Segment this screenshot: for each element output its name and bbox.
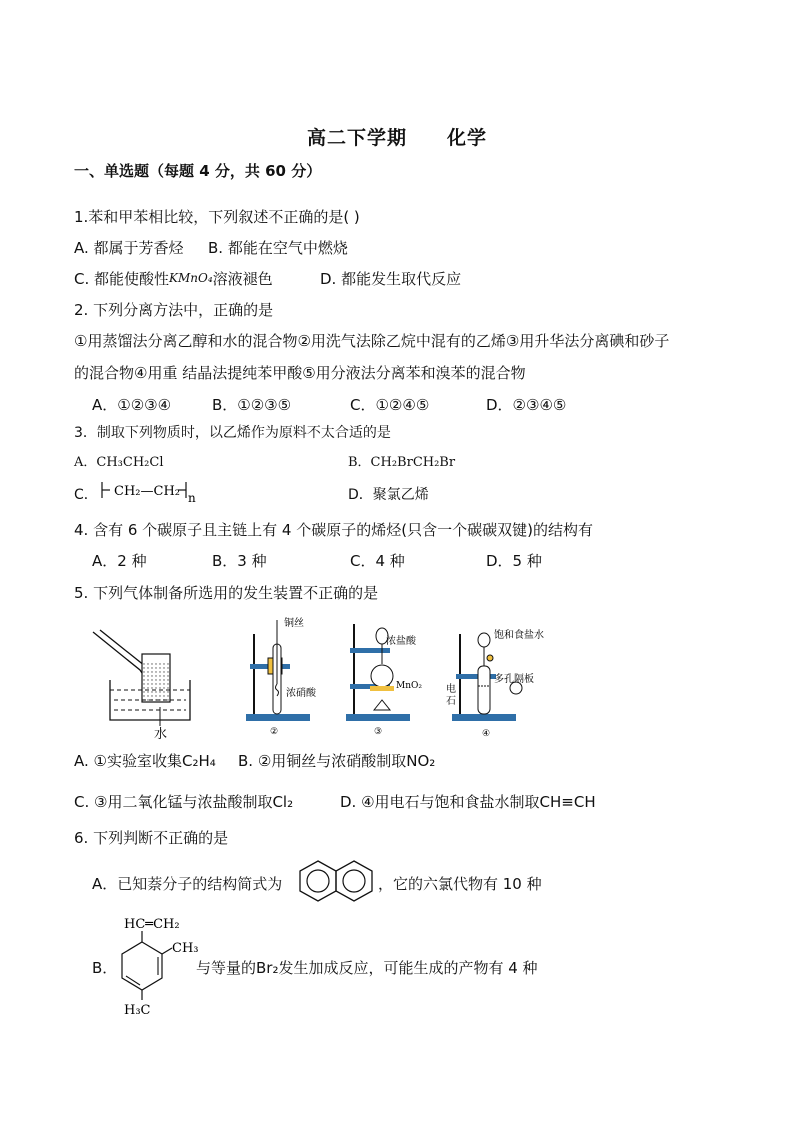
page-title: 高二下学期 化学	[306, 127, 487, 149]
q3-option-d: D．聚氯乙烯	[348, 487, 429, 503]
apparatus-1	[90, 622, 200, 742]
apparatus-3	[340, 614, 440, 739]
q6-option-b-text: 与等量的Br₂发生加成反应，可能生成的产物有 4 种	[196, 959, 538, 977]
q1-option-c	[74, 268, 273, 289]
naphthalene-structure	[298, 858, 378, 904]
q3-option-a: A．CH₃CH₂Cl	[74, 455, 164, 470]
q6-option-a-tail: ，它的六氯代物有 10 种	[378, 875, 542, 893]
label-plate: 多孔隔板	[494, 674, 534, 685]
polymer-n: n	[188, 491, 196, 505]
label-hcl: 浓盐酸	[386, 636, 416, 647]
label-nitric: 浓硝酸	[286, 688, 316, 699]
q2-text-line2: 的混合物④用重 结晶法提纯苯甲酸⑤用分液法分离苯和溴苯的混合物	[74, 364, 526, 382]
methyl-group: CH₃	[172, 941, 199, 956]
q4-option-d: D．5 种	[486, 552, 542, 570]
q5-option-c: C. ③用二氧化锰与浓盐酸制取Cl₂	[74, 793, 294, 811]
label-fig3: ③	[374, 727, 383, 737]
apparatus-4	[446, 626, 586, 741]
q1-option-c-tail: 溶液褪色	[212, 270, 273, 288]
methyl-group-bottom: H₃C	[124, 1003, 151, 1018]
q2-option-b: B．①②③⑤	[212, 396, 292, 414]
q2-option-d: D．②③④⑤	[486, 396, 567, 414]
vinyl-group: HC═CH₂	[124, 917, 180, 932]
q5-stem: 5. 下列气体制备所选用的发生装置不正确的是	[74, 584, 379, 602]
label-mno2: MnO₂	[396, 681, 422, 691]
q6-stem: 6. 下列判断不正确的是	[74, 829, 229, 847]
q1-stem: 1.苯和甲苯相比较，下列叙述不正确的是( )	[74, 208, 360, 226]
q3-option-b: B．CH₂BrCH₂Br	[348, 455, 456, 470]
q3-stem: 3．制取下列物质时，以乙烯作为原料不太合适的是	[74, 425, 391, 441]
label-carbide-2: 石	[446, 696, 456, 707]
q4-option-a: A．2 种	[92, 552, 147, 570]
label-fig2: ②	[270, 727, 279, 737]
kmno4-formula: KMnO₄	[169, 271, 213, 285]
label-carbide-1: 电	[446, 684, 456, 695]
polyethylene-formula	[96, 476, 216, 504]
q2-option-c: C．①②④⑤	[350, 396, 430, 414]
q4-option-c: C．4 种	[350, 552, 405, 570]
methylstyrene-structure	[118, 914, 198, 1018]
q1-option-d: D. 都能发生取代反应	[320, 270, 462, 288]
section-heading: 一、单选题（每题 4 分，共 60 分）	[74, 162, 322, 180]
q5-option-b: B. ②用铜丝与浓硝酸制取NO₂	[238, 752, 436, 770]
label-water: 水	[154, 727, 168, 742]
label-copper: 铜丝	[284, 618, 304, 629]
q6-option-b-label: B．	[92, 959, 118, 977]
polymer-repeat-unit: CH₂—CH₂	[114, 484, 180, 499]
label-brine: 饱和食盐水	[494, 630, 544, 641]
label-fig4: ④	[482, 729, 491, 739]
q5-option-d: D. ④用电石与饱和食盐水制取CH≡CH	[340, 793, 596, 811]
q5-option-a: A. ①实验室收集C₂H₄	[74, 752, 216, 770]
q4-stem: 4. 含有 6 个碳原子且主链上有 4 个碳原子的烯烃(只含一个碳碳双键)的结构有	[74, 521, 593, 539]
q4-option-b: B．3 种	[212, 552, 267, 570]
q1-option-a: A. 都属于芳香烃	[74, 239, 184, 257]
q1-option-b: B. 都能在空气中燃烧	[208, 239, 348, 257]
apparatus-2	[240, 614, 330, 739]
q2-stem: 2. 下列分离方法中，正确的是	[74, 301, 274, 319]
q2-option-a: A．①②③④	[92, 396, 172, 414]
q1-option-c-text: C. 都能使酸性	[74, 270, 170, 288]
q3-option-c-label: C．	[74, 487, 98, 503]
q6-option-a-text: A．已知萘分子的结构简式为	[92, 875, 283, 893]
q2-text-line1: ①用蒸馏法分离乙醇和水的混合物②用洗气法除乙烷中混有的乙烯③用升华法分离碘和砂子	[74, 332, 670, 350]
